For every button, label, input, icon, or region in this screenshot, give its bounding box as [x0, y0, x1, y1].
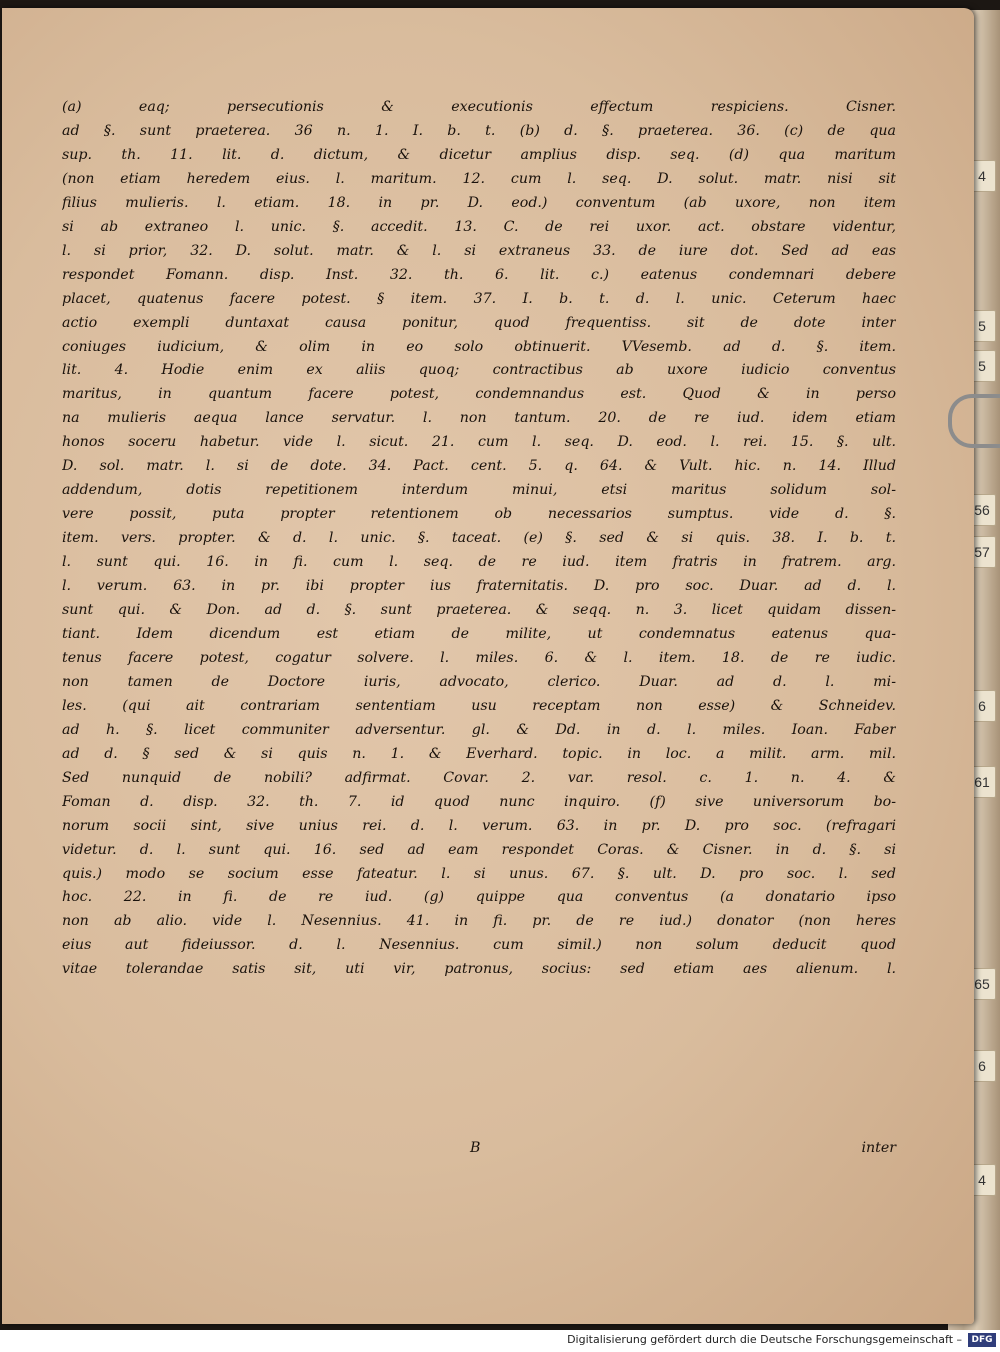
text-line: l. si prior, 32. D. solut. matr. & l. si extraneus 33. de iure dot. Sed ad eas [62, 242, 896, 259]
edge-tab: 5 [968, 310, 996, 342]
signature-mark: B [470, 1140, 481, 1156]
text-line: sunt qui. & Don. ad d. §. sunt praeterea. & seqq. n. 3. licet quidam dissen- [62, 602, 896, 619]
footnote-text-block [62, 96, 896, 982]
edge-tab: 6 [968, 690, 996, 722]
text-line: actio exempli duntaxat causa ponitur, quod frequentiss. sit de dote inter [62, 314, 896, 331]
page-bottom-line [62, 1140, 896, 1164]
edge-tab: 61 [968, 766, 996, 798]
text-line: eius aut fideiussor. d. l. Nesennius. cum simil.) non solum deducit quod [62, 937, 896, 954]
text-line: item. vers. propter. & d. l. unic. §. taceat. (e) §. sed & si quis. 38. I. b. t. [62, 530, 896, 547]
text-line: lit. 4. Hodie enim ex aliis quoq; contractibus ab uxore iudicio conventus [62, 362, 896, 379]
edge-tab: 57 [968, 536, 996, 568]
edge-tab: 4 [968, 160, 996, 192]
text-line: Sed nunquid de nobili? adfirmat. Covar. 2. var. resol. c. 1. n. 4. & [62, 769, 896, 786]
text-line: na mulieris aequa lance servatur. l. non tantum. 20. de re iud. idem etiam [62, 410, 896, 427]
text-line: addendum, dotis repetitionem interdum minui, etsi maritus solidum sol- [62, 482, 896, 499]
text-line: Foman d. disp. 32. th. 7. id quod nunc inquiro. (f) sive universorum bo- [62, 793, 896, 810]
text-line: hoc. 22. in fi. de re iud. (g) quippe qua conventus (a donatario ipso [62, 889, 896, 906]
text-line: placet, quatenus facere potest. § item. 37. I. b. t. d. l. unic. Ceterum haec [62, 290, 896, 307]
text-line: ad d. § sed & si quis n. 1. & Everhard. topic. in loc. a milit. arm. mil. [62, 745, 896, 762]
text-line: vere possit, puta propter retentionem ob necessarios sumptus. vide d. §. [62, 506, 896, 523]
text-line: tiant. Idem dicendum est etiam de milite, ut condemnatus eatenus qua- [62, 625, 896, 642]
text-line: ad h. §. licet communiter adversentur. gl. & Dd. in d. l. miles. Ioan. Faber [62, 721, 896, 738]
text-line: videtur. d. l. sunt qui. 16. sed ad eam respondet Coras. & Cisner. in d. §. si [62, 841, 896, 858]
text-line: D. sol. matr. l. si de dote. 34. Pact. cent. 5. q. 64. & Vult. hic. n. 14. Illud [62, 458, 896, 475]
text-line: l. sunt qui. 16. in fi. cum l. seq. de re iud. item fratris in fratrem. arg. [62, 554, 896, 571]
edge-tab: 6 [968, 1050, 996, 1082]
paper-clip [948, 394, 1000, 448]
text-line: sup. th. 11. lit. d. dictum, & dicetur amplius disp. seq. (d) qua maritum [62, 146, 896, 163]
text-line: non tamen de Doctore iuris, advocato, clerico. Duar. ad d. l. mi- [62, 673, 896, 690]
text-line: quis.) modo se socium esse fateatur. l. si unus. 67. §. ult. D. pro soc. l. sed [62, 865, 896, 882]
text-line: non ab alio. vide l. Nesennius. 41. in fi. pr. de re iud.) donator (non heres [62, 913, 896, 930]
edge-tab: 65 [968, 968, 996, 1000]
text-line: respondet Fomann. disp. Inst. 32. th. 6. lit. c.) eatenus condemnari debere [62, 266, 896, 283]
text-line: coniuges iudicium, & olim in eo solo obtinuerit. VVesemb. ad d. §. item. [62, 338, 896, 355]
edge-tab: 4 [968, 1164, 996, 1196]
text-line: (non etiam heredem eius. l. maritum. 12. cum l. seq. D. solut. matr. nisi sit [62, 170, 896, 187]
dfg-logo: DFG [968, 1333, 996, 1347]
text-line: maritus, in quantum facere potest, condemnandus est. Quod & in perso [62, 386, 896, 403]
text-line: (a) eaq; persecutionis & executionis effectum respiciens. Cisner. [62, 99, 896, 115]
text-line: norum socii sint, sive unius rei. d. l. verum. 63. in pr. D. pro soc. (refragari [62, 817, 896, 834]
catchword: inter [861, 1140, 896, 1156]
text-line: si ab extraneo l. unic. §. accedit. 13. C. de rei uxor. act. obstare videntur, [62, 218, 896, 235]
text-line: filius mulieris. l. etiam. 18. in pr. D. eod.) conventum (ab uxore, non item [62, 194, 896, 211]
text-line: les. (qui ait contrariam sententiam usu receptam non esse) & Schneidev. [62, 697, 896, 714]
footer-bar [0, 1330, 1000, 1352]
text-line: tenus facere potest, cogatur solvere. l. miles. 6. & l. item. 18. de re iudic. [62, 649, 896, 666]
text-line: vitae tolerandae satis sit, uti vir, patronus, socius: sed etiam aes alienum. l. [62, 961, 896, 978]
edge-tab: 5 [968, 350, 996, 382]
text-line: l. verum. 63. in pr. ibi propter ius fraternitatis. D. pro soc. Duar. ad d. l. [62, 578, 896, 595]
edge-tab: 56 [968, 494, 996, 526]
text-line: honos soceru habetur. vide l. sicut. 21. cum l. seq. D. eod. l. rei. 15. §. ult. [62, 434, 896, 451]
text-line: ad §. sunt praeterea. 36 n. 1. I. b. t. (b) d. §. praeterea. 36. (c) de qua [62, 122, 896, 139]
dfg-credit-text: Digitalisierung gefördert durch die Deutsche Forschungsgemeinschaft – [567, 1333, 962, 1346]
